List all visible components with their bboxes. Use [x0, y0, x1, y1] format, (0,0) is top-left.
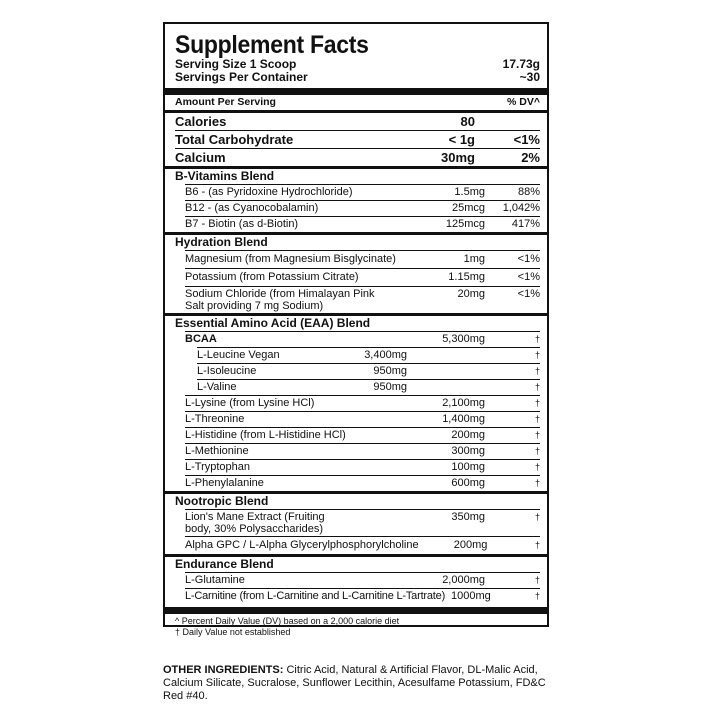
- ingredient-amount: 350mg: [451, 511, 485, 523]
- amino-acid-row: [185, 475, 540, 491]
- hydration-row: [185, 268, 540, 286]
- ingredient-dv: †: [534, 591, 540, 601]
- ingredient-name: Potassium (from Potassium Citrate): [185, 271, 359, 283]
- amino-acid-row: [185, 427, 540, 443]
- ingredient-dv: <1%: [517, 288, 540, 300]
- amount-header: Amount Per Serving: [175, 96, 276, 108]
- ingredient-name: Sodium Chloride (from Himalayan Pink Salt providing 7 mg Sodium): [185, 288, 375, 312]
- ingredient-amount: 125mcg: [445, 218, 485, 230]
- bcaa-row: [185, 331, 540, 347]
- ingredient-amount: 1mg: [463, 253, 485, 265]
- ingredient-dv: †: [534, 334, 540, 344]
- ingredient-dv: <1%: [517, 253, 540, 265]
- ingredient-dv: 1,042%: [502, 202, 540, 214]
- ingredient-dv: †: [534, 478, 540, 488]
- hydration-row: [185, 250, 540, 268]
- ingredient-amount: 200mg: [453, 539, 488, 551]
- other-ingredients-text: Citric Acid, Natural & Artificial Flavor, DL-Malic Acid, Calcium Silicate, Sucralose, Sunflower Lecithin, Acesulfame Potassium, FD&C Red #40.: [163, 664, 546, 702]
- thick-divider: [165, 88, 547, 95]
- endurance-row: [185, 588, 540, 604]
- amino-acid-row: [185, 395, 540, 411]
- ingredient-amount: 2,000mg: [442, 574, 485, 586]
- ingredient-name: L-Methionine: [185, 445, 249, 457]
- ingredient-name: L-Phenylalanine: [185, 477, 264, 489]
- ingredient-dv: †: [534, 446, 540, 456]
- ingredient-amount: 1,400mg: [442, 413, 485, 425]
- ingredient-name: L-Glutamine: [185, 574, 245, 586]
- nutrient-amount: 30mg: [441, 150, 475, 165]
- ingredient-name: Alpha GPC / L-Alpha Glycerylphosphorylcholine: [185, 539, 419, 551]
- ingredient-dv: †: [534, 430, 540, 440]
- nutrient-dv: [475, 113, 540, 130]
- carbohydrate-row: [175, 131, 540, 148]
- nutrient-name: Calcium: [175, 150, 226, 165]
- ingredient-amount: 5,300mg: [442, 333, 485, 345]
- ingredient-amount: 3,400mg: [364, 349, 407, 361]
- panel-title: Supplement Facts: [175, 31, 369, 59]
- footnote-dv: ^ Percent Daily Value (DV) based on a 2,000 calorie diet: [175, 616, 400, 626]
- b-vitamin-row: [185, 184, 540, 200]
- ingredient-name: L-Isoleucine: [197, 365, 257, 377]
- ingredient-dv: †: [534, 382, 540, 392]
- nutrient-amount: 80: [460, 114, 475, 129]
- ingredient-name: L-Leucine Vegan: [197, 349, 280, 361]
- ingredient-name: Lion's Mane Extract (Fruiting body, 30% Polysaccharides): [185, 511, 325, 535]
- ingredient-name: Magnesium (from Magnesium Bisglycinate): [185, 253, 396, 265]
- amino-acid-row: [185, 411, 540, 427]
- nootropic-row: [185, 536, 540, 554]
- ingredient-dv: 88%: [517, 186, 540, 198]
- servings-value: ~30: [519, 70, 540, 84]
- bcaa-sub-row: [197, 347, 540, 363]
- ingredient-amount: 950mg: [373, 365, 407, 377]
- nutrient-name: Total Carbohydrate: [175, 132, 294, 147]
- bcaa-sub-row: [197, 379, 540, 395]
- ingredient-name: B6 - (as Pyridoxine Hydrochloride): [185, 186, 353, 198]
- ingredient-dv: 417%: [511, 218, 540, 230]
- amount-header-row: [175, 95, 540, 110]
- calories-row: [175, 113, 540, 130]
- ingredient-name: BCAA: [185, 333, 217, 345]
- ingredient-name: L-Tryptophan: [185, 461, 251, 473]
- ingredient-dv: †: [534, 414, 540, 424]
- ingredient-amount: 25mcg: [451, 202, 485, 214]
- hydration-blend-title: Hydration Blend: [175, 235, 268, 249]
- ingredient-dv: †: [534, 462, 540, 472]
- nutrient-amount: < 1g: [448, 132, 475, 147]
- amino-acid-row: [185, 459, 540, 475]
- nootropic-blend-title: Nootropic Blend: [175, 494, 269, 508]
- supplement-facts-panel: [163, 22, 549, 637]
- ingredient-dv: †: [534, 350, 540, 360]
- ingredient-name: L-Carnitine (from L-Carnitine and L-Carnitine L-Tartrate): [185, 590, 446, 602]
- footnote-dagger: † Daily Value not established: [175, 627, 291, 637]
- ingredient-amount: 100mg: [451, 461, 485, 473]
- nootropic-row: [185, 509, 540, 536]
- ingredient-amount: 2,100mg: [442, 397, 485, 409]
- ingredient-dv: †: [534, 540, 540, 550]
- ingredient-dv: †: [534, 398, 540, 408]
- ingredient-name: L-Threonine: [185, 413, 245, 425]
- ingredient-amount: 20mg: [457, 288, 485, 300]
- ingredient-name: B12 - (as Cyanocobalamin): [185, 202, 319, 214]
- ingredient-amount: 1.5mg: [454, 186, 485, 198]
- other-ingredients-label: OTHER INGREDIENTS:: [163, 664, 284, 676]
- thick-divider: [165, 607, 547, 614]
- bcaa-sub-row: [197, 363, 540, 379]
- b-vitamin-row: [185, 200, 540, 216]
- nutrient-dv: <1%: [513, 132, 540, 147]
- b-vitamins-blend-title: B-Vitamins Blend: [175, 169, 275, 183]
- hydration-row: [185, 286, 540, 313]
- endurance-row: [185, 572, 540, 588]
- serving-size-value: 17.73g: [502, 57, 540, 71]
- ingredient-dv: †: [534, 575, 540, 585]
- eaa-blend-title: Essential Amino Acid (EAA) Blend: [175, 316, 371, 330]
- ingredient-amount: 200mg: [451, 429, 485, 441]
- amino-acid-row: [185, 443, 540, 459]
- ingredient-amount: 1000mg: [451, 590, 491, 602]
- dv-header: % DV^: [507, 96, 540, 108]
- servings-label: Servings Per Container: [175, 70, 308, 84]
- ingredient-amount: 950mg: [373, 381, 407, 393]
- ingredient-name: L-Lysine (from Lysine HCl): [185, 397, 315, 409]
- ingredient-amount: 600mg: [451, 477, 485, 489]
- ingredient-amount: 300mg: [451, 445, 485, 457]
- nutrient-name: Calories: [175, 114, 227, 129]
- servings-row: [175, 71, 540, 84]
- ingredient-dv: †: [534, 512, 540, 522]
- ingredient-name: L-Valine: [197, 381, 237, 393]
- ingredient-name: B7 - Biotin (as d-Biotin): [185, 218, 299, 230]
- other-ingredients: [163, 664, 563, 703]
- ingredient-amount: 1.15mg: [448, 271, 485, 283]
- ingredient-dv: <1%: [517, 271, 540, 283]
- nutrient-dv: 2%: [521, 150, 540, 165]
- ingredient-dv: †: [534, 366, 540, 376]
- serving-size-label: Serving Size 1 Scoop: [175, 57, 297, 71]
- ingredient-name: L-Histidine (from L-Histidine HCl): [185, 429, 346, 441]
- b-vitamin-row: [185, 216, 540, 232]
- endurance-blend-title: Endurance Blend: [175, 557, 274, 571]
- calcium-row: [175, 149, 540, 166]
